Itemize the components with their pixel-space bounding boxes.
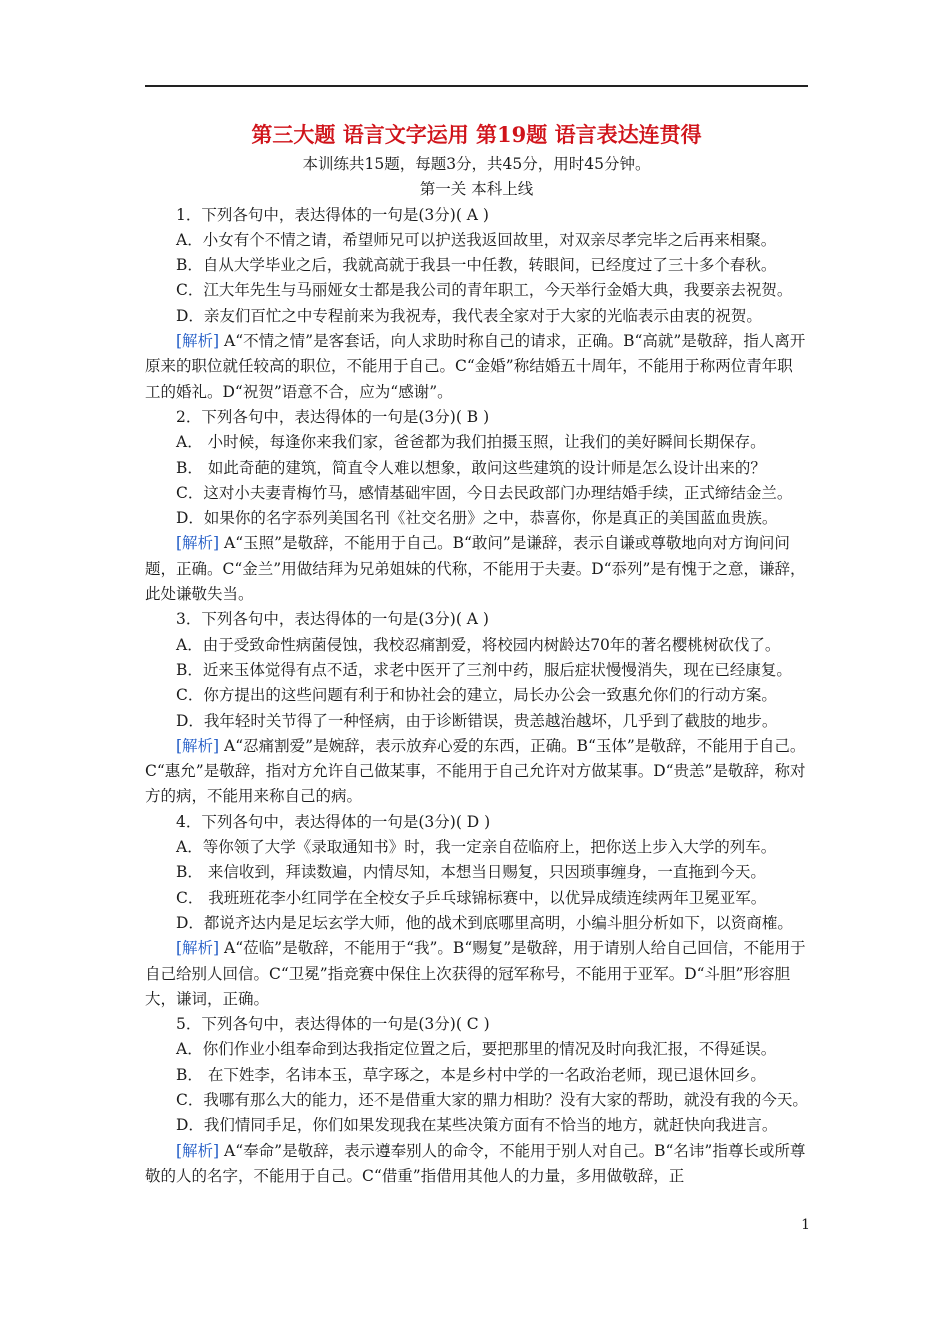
option-c: C．我哪有那么大的能力，还不是借重大家的鼎力相助？没有大家的帮助，就没有我的今天。 <box>176 1090 808 1109</box>
option-d: D．亲友们百忙之中专程前来为我祝寿，我代表全家对于大家的光临表示由衷的祝贺。 <box>176 306 762 325</box>
option-d: D．都说齐达内是足坛玄学大师，他的战术到底哪里高明，小编斗胆分析如下，以资商榷。 <box>176 913 793 932</box>
option-d: D．如果你的名字忝列美国名刊《社交名册》之中，恭喜你，你是真正的美国蓝血贵族。 <box>176 509 778 528</box>
analysis-text: A“奉命”是敬辞，表示遵奉别人的命令，不能用于别人对自己。B“名讳”指尊长或所尊敬的人的名字，不能用于自己。C“借重”指借用其他人的力量，多用做敬辞，正 <box>145 1141 806 1185</box>
analysis-tag: [解析] <box>176 939 220 958</box>
training-intro: 本训练共15题，每题3分，共45分，用时45分钟。 <box>302 155 651 173</box>
analysis-text: A“不情之情”是客套话，向人求助时称自己的请求，正确。B“高就”是敬辞，指人离开原来的职位就任较高的职位，不能用于自己。C“金婚”称结婚五十周年，不能用于称两位青年职工的婚礼。D“祝贺”语意不合，应为“感谢”。 <box>145 332 806 401</box>
option-b: B． 如此奇葩的建筑，简直令人难以想象，敢问这些建筑的设计师是怎么设计出来的？ <box>176 458 766 477</box>
question-1 <box>145 203 808 405</box>
analysis <box>145 531 808 607</box>
question-stem: 3．下列各句中，表达得体的一句是(3分)( A ) <box>176 610 489 629</box>
question-3 <box>145 607 808 809</box>
analysis-tag: [解析] <box>176 332 220 351</box>
analysis-tag: [解析] <box>176 1141 220 1160</box>
option-a: A． 小时候，每逢你来我们家，爸爸都为我们拍摄玉照，让我们的美好瞬间长期保存。 <box>176 433 766 452</box>
option-d: D．我年轻时关节得了一种怪病，由于诊断错误，贵恙越治越坏，几乎到了截肢的地步。 <box>176 711 778 730</box>
analysis <box>145 936 808 1012</box>
page-number: 1 <box>801 1217 810 1233</box>
question-stem: 5．下列各句中，表达得体的一句是(3分)( C ) <box>176 1015 490 1034</box>
option-c: C．你方提出的这些问题有利于和协社会的建立，局长办公会一致惠允你们的行动方案。 <box>176 686 777 705</box>
analysis <box>145 1139 808 1190</box>
option-d: D．我们情同手足，你们如果发现我在某些决策方面有不恰当的地方，就赶快向我进言。 <box>176 1116 778 1135</box>
question-5 <box>145 1012 808 1189</box>
analysis-text: A“忍痛割爱”是婉辞，表示放弃心爱的东西，正确。B“玉体”是敬辞，不能用于自己。C“惠允”是敬辞，指对方允许自己做某事，不能用于自己允许对方做某事。D“贵恙”是敬辞，称对方的病，不能用来称自己的病。 <box>145 736 806 806</box>
question-stem: 2．下列各句中，表达得体的一句是(3分)( B ) <box>176 407 490 426</box>
question-2 <box>145 405 808 607</box>
option-c: C．这对小夫妻青梅竹马，感情基础牢固，今日去民政部门办理结婚手续，正式缔结金兰。 <box>176 483 793 502</box>
analysis-text: A“玉照”是敬辞，不能用于自己。B“敢问”是谦辞，表示自谦或尊敬地向对方询问问题，正确。C“金兰”用做结拜为兄弟姐妹的代称，不能用于夫妻。D“忝列”是有愧于之意，谦辞，此处谦敬失当。 <box>145 534 806 604</box>
option-c: C．江大年先生与马丽娅女士都是我公司的青年职工，今天举行金婚大典，我要亲去祝贺。 <box>176 281 793 300</box>
page-title: 第三大题 语言文字运用 第19题 语言表达连贯得 <box>251 122 702 147</box>
analysis-tag: [解析] <box>176 736 220 755</box>
option-a: A．你们作业小组奉命到达我指定位置之后，要把那里的情况及时向我汇报，不得延误。 <box>176 1040 777 1059</box>
option-c: C． 我班班花李小红同学在全校女子乒乓球锦标赛中，以优异成绩连续两年卫冕亚军。 <box>176 888 767 907</box>
analysis-tag: [解析] <box>176 534 220 553</box>
page-content <box>145 118 808 1189</box>
question-stem: 4．下列各句中，表达得体的一句是(3分)( D ) <box>176 812 491 831</box>
question-4 <box>145 810 808 1012</box>
option-b: B． 在下姓李，名讳本玉，草字琢之，本是乡村中学的一名政治老师，现已退休回乡。 <box>176 1065 766 1084</box>
question-stem: 1．下列各句中，表达得体的一句是(3分)( A ) <box>176 205 489 224</box>
header-rule <box>145 85 808 87</box>
option-a: A．等你领了大学《录取通知书》时，我一定亲自莅临府上，把你送上步入大学的列车。 <box>176 838 777 857</box>
option-b: B．近来玉体觉得有点不适，求老中医开了三剂中药，服后症状慢慢消失，现在已经康复。 <box>176 660 792 679</box>
option-b: B．自从大学毕业之后，我就高就于我县一中任教，转眼间，已经度过了三十多个春秋。 <box>176 256 777 275</box>
analysis-text: A“莅临”是敬辞，不能用于“我”。B“赐复”是敬辞，用于请别人给自己回信，不能用于自己给别人回信。C“卫冕”指竞赛中保住上次获得的冠军称号，不能用于亚军。D“斗胆”形容胆大，谦词，正确。 <box>145 939 806 1008</box>
option-b: B． 来信收到，拜读数遍，内情尽知，本想当日赐复，只因琐事缠身，一直拖到今天。 <box>176 863 766 882</box>
analysis <box>145 329 808 405</box>
section-heading: 第一关 本科上线 <box>419 180 534 199</box>
option-a: A．小女有个不情之请，希望师兄可以护送我返回故里，对双亲尽孝完毕之后再来相聚。 <box>176 230 777 249</box>
option-a: A．由于受致命性病菌侵蚀，我校忍痛割爱，将校园内树龄达70年的著名樱桃树砍伐了。 <box>176 635 781 654</box>
analysis <box>145 734 808 810</box>
